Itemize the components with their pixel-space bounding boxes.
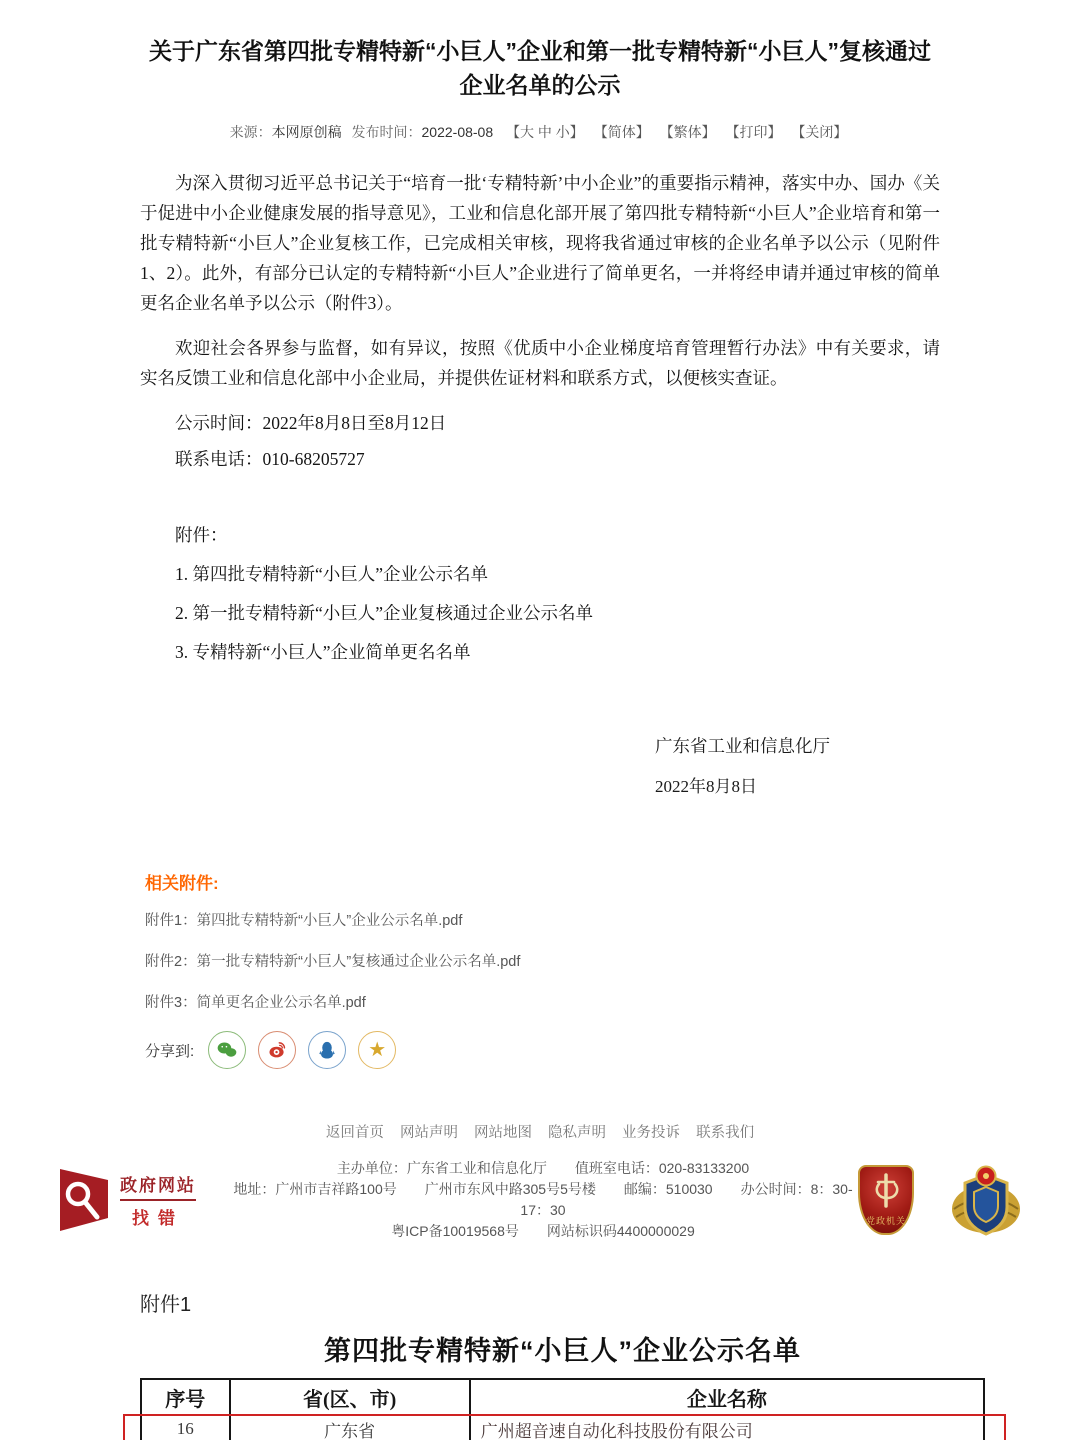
attachments-label: 附件： bbox=[175, 525, 228, 545]
star-glyph: ★ bbox=[368, 1039, 387, 1061]
attachment1-table-title: 第四批专精特新“小巨人”企业公示名单 bbox=[324, 1336, 801, 1366]
cell-serial-number: 16 bbox=[141, 1415, 230, 1440]
font-size-control[interactable]: 【大 中 小】 bbox=[506, 124, 584, 140]
header-province: 省(区、市) bbox=[230, 1379, 470, 1415]
qzone-share-icon[interactable] bbox=[358, 1031, 396, 1069]
related-attachment-link-3[interactable]: 附件3：简单更名企业公示名单.pdf bbox=[145, 995, 366, 1011]
related-attachment-row bbox=[145, 989, 1080, 1017]
publish-time-label: 发布时间： bbox=[351, 124, 422, 140]
signature-block bbox=[140, 733, 940, 797]
cell-company-name: 广州超音速自动化科技股份有限公司 bbox=[470, 1415, 984, 1440]
weibo-glyph bbox=[266, 1039, 288, 1061]
related-attachment-row bbox=[145, 907, 1080, 935]
gov-logo-text bbox=[120, 1171, 196, 1229]
footer-organizer-line: 主办单位：广东省工业和信息化厅 值班室电话：020-83133200 bbox=[336, 1160, 750, 1176]
weibo-share-icon[interactable] bbox=[258, 1031, 296, 1069]
gov-site-error-report-widget[interactable] bbox=[58, 1168, 228, 1232]
wechat-glyph bbox=[216, 1039, 238, 1061]
paragraph-1: 为深入贯彻习近平总书记关于“培育一批‘专精特新’中小企业”的重要指示精神，落实中办、国办《关于促进中小企业健康发展的指导意见》，工业和信息化部开展了第四批专精特新“小巨人”企业培育和第一批专精特新“小巨人”企业复核工作，已完成相关审核，现将我省通过审核的企业名单予以公示（见附件1、2）。此外，有部分已认定的专精特新“小巨人”企业进行了简单更名，一并将经申请并通过审核的简单更名企业名单予以公示（附件3）。 bbox=[140, 173, 940, 313]
attachment-list-item-1: 1. 第四批专精特新“小巨人”企业公示名单 bbox=[175, 564, 489, 584]
footer-icp-line: 粤ICP备10019568号 网站标识码4400000029 bbox=[391, 1223, 695, 1239]
footer-nav bbox=[0, 1121, 1080, 1142]
table-row bbox=[141, 1415, 984, 1440]
print-button[interactable]: 【打印】 bbox=[725, 124, 782, 140]
footer-nav-contact[interactable]: 联系我们 bbox=[696, 1125, 755, 1141]
page-title bbox=[95, 34, 985, 102]
footer-nav-complaint[interactable]: 业务投诉 bbox=[622, 1125, 681, 1141]
footer-info bbox=[228, 1158, 858, 1242]
wechat-share-icon[interactable] bbox=[208, 1031, 246, 1069]
paragraph-2: 欢迎社会各界参与监督，如有异议，按照《优质中小企业梯度培育管理暂行办法》中有关要求，请实名反馈工业和信息化部中小企业局，并提供佐证材料和联系方式，以便核实查证。 bbox=[140, 338, 940, 388]
related-attachments-section bbox=[145, 869, 1080, 1069]
share-row bbox=[145, 1031, 1080, 1069]
qq-share-icon[interactable] bbox=[308, 1031, 346, 1069]
publish-time-value: 2022-08-08 bbox=[421, 124, 494, 140]
attachment1-label: 附件1 bbox=[140, 1294, 192, 1316]
source-value: 本网原创稿 bbox=[271, 124, 342, 140]
article-meta bbox=[0, 122, 1080, 142]
signature-date: 2022年8月8日 bbox=[655, 777, 757, 796]
related-attachment-link-2[interactable]: 附件2：第一批专精特新“小巨人”复核通过企业公示名单.pdf bbox=[145, 954, 521, 970]
site-footer bbox=[0, 1158, 1080, 1242]
footer-nav-sitemap[interactable]: 网站地图 bbox=[473, 1125, 532, 1141]
magnifier-pennant-icon bbox=[58, 1168, 112, 1232]
party-government-organ-badge[interactable] bbox=[858, 1165, 914, 1235]
related-attachment-row bbox=[145, 948, 1080, 976]
police-emblem-badge[interactable] bbox=[950, 1163, 1022, 1237]
simplified-chinese-button[interactable]: 【简体】 bbox=[593, 124, 650, 140]
source-label: 来源： bbox=[229, 124, 272, 140]
related-attachment-link-1[interactable]: 附件1：第四批专精特新“小巨人”企业公示名单.pdf bbox=[145, 913, 463, 929]
attachment1-table-wrap bbox=[140, 1378, 985, 1440]
related-attachments-heading: 相关附件: bbox=[145, 874, 219, 893]
dzjg-emblem-icon bbox=[866, 1172, 906, 1216]
header-company-name: 企业名称 bbox=[470, 1379, 984, 1415]
traditional-chinese-button[interactable]: 【繁体】 bbox=[659, 124, 716, 140]
attachment1-preview bbox=[140, 1288, 985, 1440]
attachment-list-item-2: 2. 第一批专精特新“小巨人”企业复核通过企业公示名单 bbox=[175, 603, 594, 623]
contact-phone: 联系电话：010-68205727 bbox=[175, 449, 365, 469]
close-button[interactable]: 【关闭】 bbox=[791, 124, 848, 140]
footer-nav-privacy[interactable]: 隐私声明 bbox=[548, 1125, 607, 1141]
signature-organization: 广东省工业和信息化厅 bbox=[655, 736, 830, 756]
share-label: 分享到: bbox=[145, 1042, 195, 1060]
footer-address-line: 地址：广州市吉祥路100号 广州市东风中路305号5号楼 邮编：510030 办公时间：8：30-17：30 bbox=[233, 1181, 853, 1218]
page-title-line1: 关于广东省第四批专精特新“小巨人”企业和第一批专精特新“小巨人”复核通过 bbox=[149, 38, 931, 64]
cell-province: 广东省 bbox=[230, 1415, 470, 1440]
qq-glyph bbox=[316, 1039, 338, 1061]
article-body bbox=[140, 168, 940, 797]
footer-nav-home[interactable]: 返回首页 bbox=[325, 1125, 384, 1141]
gov-logo-line2: 找错 bbox=[132, 1209, 184, 1228]
page-title-line2: 企业名单的公示 bbox=[459, 72, 621, 98]
notice-period: 公示时间：2022年8月8日至8月12日 bbox=[175, 413, 447, 433]
gov-logo-line1: 政府网站 bbox=[120, 1171, 196, 1201]
dzjg-badge-label: 党政机关 bbox=[865, 1216, 906, 1226]
attachment-list-item-3: 3. 专精特新“小巨人”企业简单更名名单 bbox=[175, 642, 471, 662]
table-header-row bbox=[141, 1379, 984, 1415]
company-list-table bbox=[140, 1378, 985, 1440]
header-serial-number: 序号 bbox=[141, 1379, 230, 1415]
footer-badges bbox=[858, 1163, 1022, 1237]
footer-nav-statement[interactable]: 网站声明 bbox=[399, 1125, 458, 1141]
